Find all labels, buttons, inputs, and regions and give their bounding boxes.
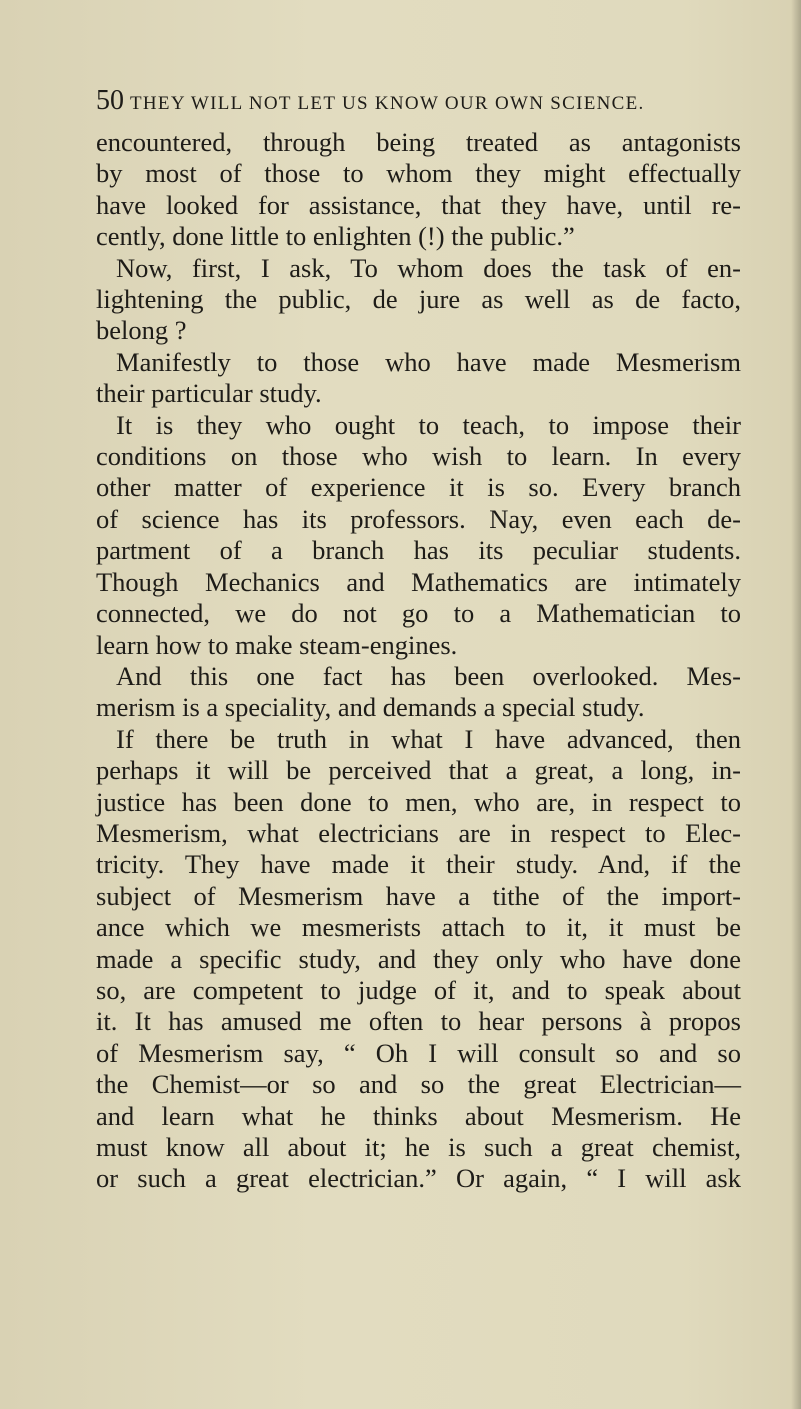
- text-line: Now, first, I ask, To whom does the task of en-: [116, 252, 741, 283]
- text-line: justice has been done to men, who are, in respect to: [96, 786, 741, 817]
- text-line: their particular study.: [96, 378, 322, 409]
- text-line: by most of those to whom they might effectually: [96, 158, 741, 189]
- text-line: And this one fact has been overlooked. Mes-: [116, 660, 741, 691]
- text-line: it. It has amused me often to hear persons à propos: [96, 1006, 741, 1037]
- running-title: THEY WILL NOT LET US KNOW OUR OWN SCIENCE.: [130, 93, 645, 114]
- page-header: [96, 85, 736, 117]
- text-line: have looked for assistance, that they have, until re-: [96, 189, 741, 220]
- text-line: ance which we mesmerists attach to it, it must be: [96, 912, 741, 943]
- text-line: belong ?: [96, 315, 187, 346]
- text-line: learn how to make steam-engines.: [96, 629, 458, 660]
- text-line: cently, done little to enlighten (!) the public.”: [96, 221, 575, 252]
- text-line: of science has its professors. Nay, even each de-: [96, 503, 741, 534]
- text-line: lightening the public, de jure as well as de facto,: [96, 284, 741, 315]
- text-line: or such a great electrician.” Or again, “ I will ask: [96, 1163, 741, 1194]
- text-line: made a specific study, and they only who have done: [96, 943, 741, 974]
- text-line: must know all about it; he is such a great chemist,: [96, 1132, 741, 1162]
- text-line: merism is a speciality, and demands a special study.: [96, 692, 645, 723]
- text-line: the Chemist—or so and so the great Electrician—: [96, 1069, 741, 1100]
- body-text: [96, 127, 741, 1195]
- text-line: tricity. They have made it their study. And, if the: [96, 849, 741, 880]
- text-line: encountered, through being treated as antagonists: [96, 127, 741, 157]
- text-line: and learn what he thinks about Mesmerism. He: [96, 1100, 741, 1131]
- text-line: Though Mechanics and Mathematics are intimately: [96, 566, 741, 597]
- text-line: subject of Mesmerism have a tithe of the import-: [96, 880, 741, 911]
- text-line: conditions on those who wish to learn. In every: [96, 441, 741, 472]
- text-line: Manifestly to those who have made Mesmerism: [116, 346, 741, 377]
- text-line: other matter of experience it is so. Every branch: [96, 472, 741, 503]
- text-line: perhaps it will be perceived that a great, a long, in-: [96, 755, 741, 786]
- text-line: Mesmerism, what electricians are in respect to Elec-: [96, 817, 741, 848]
- text-line: connected, we do not go to a Mathematician to: [96, 598, 741, 629]
- text-line: so, are competent to judge of it, and to speak about: [96, 974, 741, 1005]
- page-number: 50: [96, 85, 124, 116]
- text-line: partment of a branch has its peculiar students.: [96, 535, 741, 566]
- page-edge-shadow: [791, 0, 801, 1409]
- text-line: It is they who ought to teach, to impose their: [116, 409, 741, 440]
- text-line: If there be truth in what I have advanced, then: [116, 723, 741, 754]
- text-line: of Mesmerism say, “ Oh I will consult so and so: [96, 1037, 741, 1068]
